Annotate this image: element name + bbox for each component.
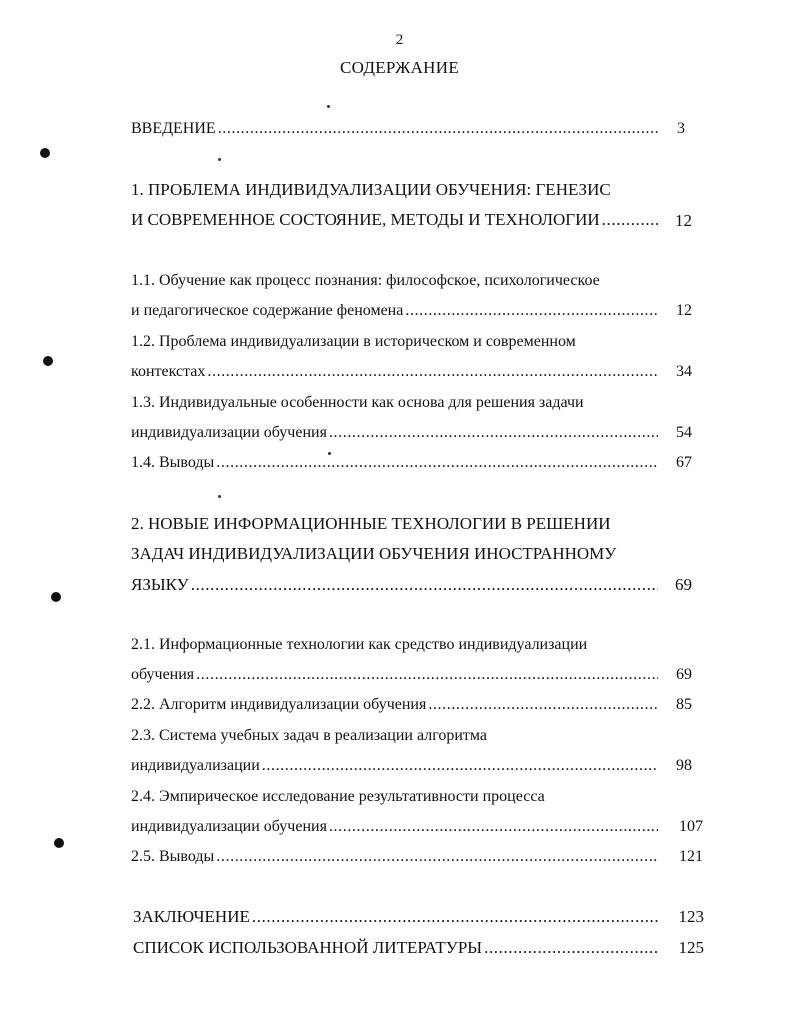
dot-leader	[216, 848, 658, 866]
dot-leader	[216, 454, 658, 472]
dot-leader	[428, 696, 658, 714]
toc-page-number: 12	[676, 302, 692, 319]
scan-speck	[218, 158, 221, 161]
dot-leader	[191, 575, 658, 595]
toc-entry-label: 2.5. Выводы	[131, 848, 215, 865]
toc-entry-label: индивидуализации обучения	[131, 424, 327, 441]
toc-chapter1-line1[interactable]: 1. ПРОБЛЕМА ИНДИВИДУАЛИЗАЦИИ ОБУЧЕНИЯ: ГЕНЕЗИС	[131, 180, 611, 199]
toc-entry-section-1-1[interactable]	[131, 302, 658, 320]
toc-page-number: 121	[679, 848, 703, 865]
dot-leader	[329, 818, 658, 836]
toc-entry-section-2-1[interactable]	[131, 666, 658, 684]
toc-entry-chapter2[interactable]	[131, 575, 658, 595]
toc-entry-label: контекстах	[131, 363, 206, 380]
toc-entry-conclusion[interactable]	[133, 907, 658, 927]
scan-speck	[218, 495, 221, 498]
toc-page-number: 85	[676, 696, 692, 713]
toc-section-1-1-line1[interactable]: 1.1. Обучение как процесс познания: философское, психологическое	[131, 272, 600, 289]
toc-page-number: 69	[676, 666, 692, 683]
toc-entry-references[interactable]	[133, 938, 658, 958]
toc-entry-section-2-3[interactable]	[131, 757, 658, 775]
toc-entry-label: ВВЕДЕНИЕ	[131, 120, 216, 137]
toc-section-2-4-line1[interactable]: 2.4. Эмпирическое исследование результативности процесса	[131, 788, 545, 805]
toc-entry-section-2-4[interactable]	[131, 818, 658, 836]
toc-entry-introduction[interactable]	[131, 120, 658, 138]
dot-leader	[329, 424, 658, 442]
toc-entry-label: ЗАКЛЮЧЕНИЕ	[133, 907, 250, 926]
toc-page-number: 98	[676, 757, 692, 774]
toc-section-1-2-line1[interactable]: 1.2. Проблема индивидуализации в историческом и современном	[131, 333, 576, 350]
toc-page-number: 54	[676, 424, 692, 441]
toc-entry-section-1-2[interactable]	[131, 363, 658, 381]
page-number: 2	[395, 32, 404, 48]
toc-entry-label: и педагогическое содержание феномена	[131, 302, 404, 319]
toc-entry-section-2-5[interactable]	[131, 848, 658, 866]
toc-entry-label: СПИСОК ИСПОЛЬЗОВАННОЙ ЛИТЕРАТУРЫ	[133, 938, 483, 957]
scan-speck	[43, 356, 53, 366]
scan-speck	[54, 838, 64, 848]
dot-leader	[405, 302, 658, 320]
toc-entry-label: индивидуализации обучения	[131, 818, 327, 835]
toc-entry-section-2-2[interactable]	[131, 696, 658, 714]
dot-leader	[484, 938, 658, 958]
dot-leader	[207, 363, 658, 381]
toc-chapter2-line2[interactable]: ЗАДАЧ ИНДИВИДУАЛИЗАЦИИ ОБУЧЕНИЯ ИНОСТРАННОМУ	[131, 544, 617, 563]
toc-entry-label: индивидуализации	[131, 757, 260, 774]
dot-leader	[196, 666, 658, 684]
toc-entry-label: обучения	[131, 666, 195, 683]
toc-page-number: 107	[679, 818, 703, 835]
dot-leader	[218, 120, 658, 138]
toc-entry-label: И СОВРЕМЕННОЕ СОСТОЯНИЕ, МЕТОДЫ И ТЕХНОЛОГИИ	[131, 210, 600, 229]
toc-entry-section-1-4[interactable]	[131, 454, 658, 472]
toc-section-1-3-line1[interactable]: 1.3. Индивидуальные особенности как основа для решения задачи	[131, 394, 584, 411]
toc-entry-label: 1.4. Выводы	[131, 454, 215, 471]
toc-section-2-3-line1[interactable]: 2.3. Система учебных задач в реализации алгоритма	[131, 727, 488, 744]
toc-page-number: 125	[678, 938, 704, 957]
toc-entry-section-1-3[interactable]	[131, 424, 658, 442]
page-title: СОДЕРЖАНИЕ	[339, 58, 460, 77]
scan-speck	[40, 148, 50, 158]
toc-entry-label: 2.2. Алгоритм индивидуализации обучения	[131, 696, 427, 713]
toc-page-number: 69	[675, 575, 692, 594]
toc-entry-chapter1[interactable]	[131, 210, 658, 230]
toc-page-number: 67	[676, 454, 692, 471]
toc-page-number: 12	[675, 211, 692, 230]
toc-section-2-1-line1[interactable]: 2.1. Информационные технологии как средство индивидуализации	[131, 636, 588, 653]
toc-chapter2-line1[interactable]: 2. НОВЫЕ ИНФОРМАЦИОННЫЕ ТЕХНОЛОГИИ В РЕШЕНИИ	[131, 514, 611, 533]
toc-page-number: 123	[678, 907, 704, 926]
scan-speck	[328, 452, 331, 455]
dot-leader	[602, 210, 658, 230]
scan-speck	[51, 592, 61, 602]
toc-page-number: 3	[677, 120, 685, 137]
toc-page-number: 34	[676, 363, 692, 380]
scan-speck	[327, 105, 330, 108]
dot-leader	[252, 907, 658, 927]
dot-leader	[262, 757, 658, 775]
toc-entry-label: ЯЗЫКУ	[131, 575, 189, 594]
